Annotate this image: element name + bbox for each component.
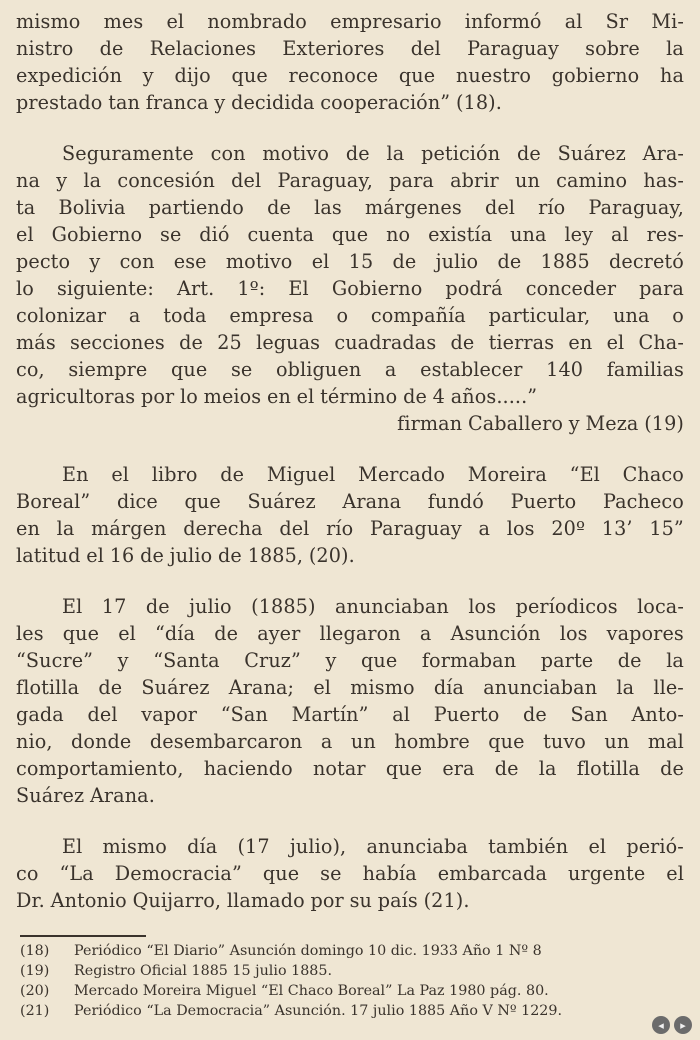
footnote-number: (20) [20,983,50,999]
next-page-icon[interactable]: ▸ [674,1016,692,1034]
footnote [20,941,690,961]
text-line: nistro de Relaciones Exteriores del Paraguay sobre la [16,37,684,60]
text-line: El 17 de julio (1885) anunciaban los períodicos loca- [62,595,684,618]
footnote-number: (21) [20,1003,50,1019]
text-line: Boreal” dice que Suárez Arana fundó Puerto Pacheco [16,490,684,513]
text-line: en la márgen derecha del río Paraguay a los 20º 13’ 15” [16,517,684,540]
previous-page-icon[interactable]: ◂ [652,1016,670,1034]
paragraph [16,833,684,914]
text-line: Seguramente con motivo de la petición de Suárez Ara- [62,142,684,165]
page-nav-icons [652,1016,692,1034]
body-text [16,8,684,914]
footnotes [20,935,690,1021]
text-line: expedición y dijo que reconoce que nuestro gobierno ha [16,64,684,87]
text-line: agricultoras por lo meios en el término de 4 años.....” [16,385,538,408]
text-line: más secciones de 25 leguas cuadradas de tierras en el Cha- [16,331,684,354]
paragraph [16,140,684,437]
footnote-text: Periódico “La Democracia” Asunción. 17 julio 1885 Año V Nº 1229. [74,1003,563,1019]
footnote-text: Periódico “El Diario” Asunción domingo 10 dic. 1933 Año 1 Nº 8 [74,943,542,959]
footnote [20,981,690,1001]
footnote-divider [20,935,146,937]
text-line: prestado tan franca y decidida cooperación” (18). [16,91,502,114]
text-line: gada del vapor “San Martín” al Puerto de San Anto- [16,703,684,726]
signature-line: firman Caballero y Meza (19) [397,412,684,435]
text-line: lo siguiente: Art. 1º: El Gobierno podrá conceder para [16,277,684,300]
text-line: mismo mes el nombrado empresario informó al Sr Mi- [16,10,684,33]
paragraph [16,461,684,569]
text-line: flotilla de Suárez Arana; el mismo día anunciaban la lle- [16,676,684,699]
footnote-number: (18) [20,943,50,959]
text-line: co “La Democracia” que se había embarcada urgente el [16,862,684,885]
text-line: na y la concesión del Paraguay, para abrir un camino has- [16,169,684,192]
footnote [20,1001,690,1021]
text-line: latitud el 16 de julio de 1885, (20). [16,544,355,567]
text-line: ta Bolivia partiendo de las márgenes del río Paraguay, [16,196,684,219]
text-line: “Sucre” y “Santa Cruz” y que formaban parte de la [16,649,684,672]
paragraph [16,8,684,116]
text-line: comportamiento, haciendo notar que era de la flotilla de [16,757,684,780]
footnote [20,961,690,981]
text-line: nio, donde desembarcaron a un hombre que tuvo un mal [16,730,684,753]
footnote-text: Mercado Moreira Miguel “El Chaco Boreal” La Paz 1980 pág. 80. [74,983,549,999]
footnote-number: (19) [20,963,50,979]
text-line: pecto y con ese motivo el 15 de julio de 1885 decretó [16,250,684,273]
text-line: En el libro de Miguel Mercado Moreira “El Chaco [62,463,684,486]
text-line: el Gobierno se dió cuenta que no existía una ley al res- [16,223,684,246]
text-line: Dr. Antonio Quijarro, llamado por su país (21). [16,889,470,912]
footnote-text: Registro Oficial 1885 15 julio 1885. [74,963,333,979]
text-line: El mismo día (17 julio), anunciaba también el perió- [62,835,684,858]
text-line: colonizar a toda empresa o compañía particular, una o [16,304,684,327]
text-line: Suárez Arana. [16,784,155,807]
text-line: les que el “día de ayer llegaron a Asunción los vapores [16,622,684,645]
paragraph [16,593,684,809]
text-line: co, siempre que se obliguen a establecer 140 familias [16,358,684,381]
